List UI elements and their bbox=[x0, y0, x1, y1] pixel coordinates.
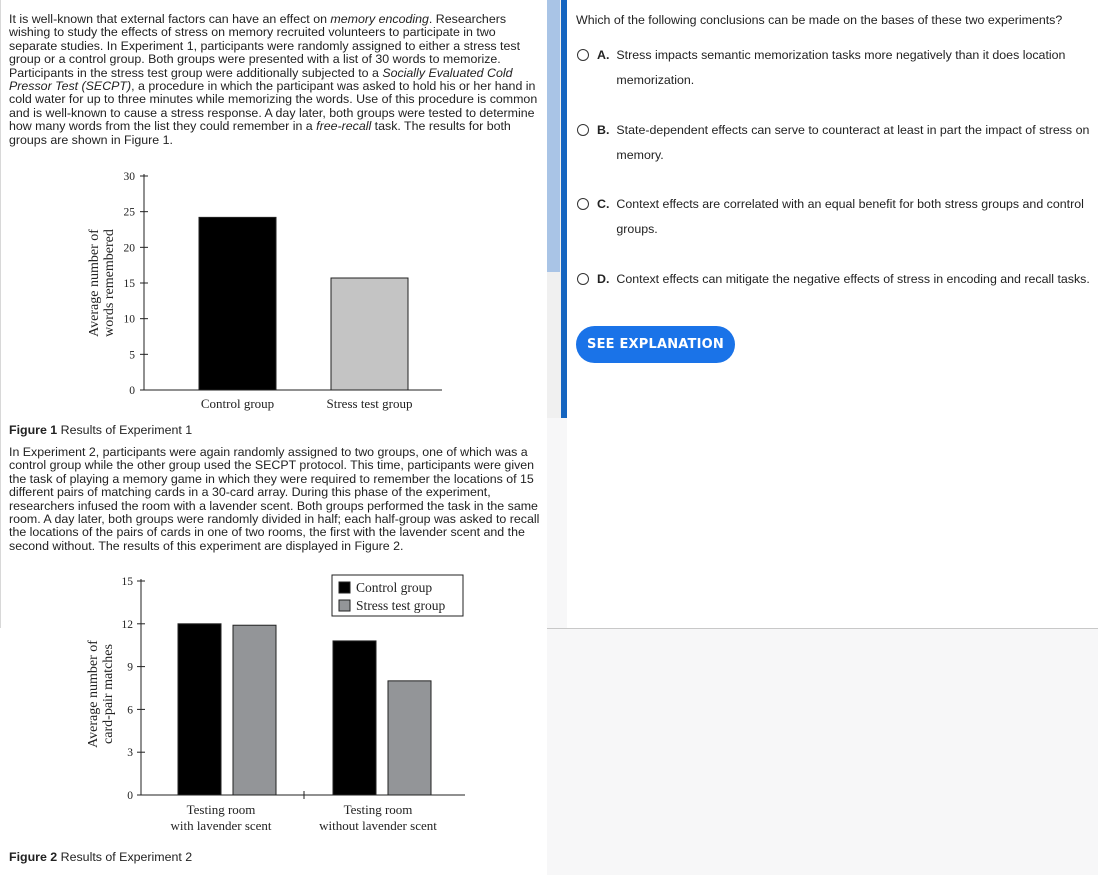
option-b-text: State-dependent effects can serve to counteract at least in part the impact of stress on memory. bbox=[616, 123, 1090, 162]
y-axis-title-line: words remembered bbox=[102, 229, 117, 337]
y-tick-label: 12 bbox=[121, 618, 133, 631]
bar-control-group bbox=[333, 641, 376, 795]
italic-term: free-recall bbox=[316, 119, 372, 134]
option-a-text: Stress impacts semantic memorization tasks more negatively than it does location memorization. bbox=[616, 48, 1066, 87]
option-a-letter: A. bbox=[597, 48, 610, 62]
question-prompt: Which of the following conclusions can be made on the bases of these two experiments? bbox=[576, 13, 1063, 27]
figure-2-caption bbox=[9, 850, 192, 864]
y-tick-label: 10 bbox=[123, 313, 135, 326]
bar-control-group bbox=[199, 217, 276, 390]
option-c-letter: C. bbox=[597, 197, 610, 211]
x-category-label: without lavender scent bbox=[319, 818, 437, 833]
intro-text-run: task. The results for both groups are shown in Figure 1. bbox=[9, 119, 511, 147]
y-tick-label: 6 bbox=[127, 704, 133, 717]
figure-2-label: Figure 2 bbox=[9, 850, 58, 864]
option-d-text: Context effects can mitigate the negative effects of stress in encoding and recall tasks. bbox=[616, 272, 1090, 286]
option-b[interactable] bbox=[577, 118, 1092, 168]
y-axis-title-line: Average number of bbox=[87, 229, 102, 337]
option-a[interactable] bbox=[577, 43, 1092, 93]
y-tick-label: 3 bbox=[127, 747, 133, 760]
passage-intro bbox=[9, 13, 541, 147]
figure-2-caption-text: Results of Experiment 2 bbox=[57, 850, 193, 864]
bar-stress-test-group bbox=[388, 681, 431, 795]
x-category-label: with lavender scent bbox=[170, 818, 272, 833]
experiment-2-paragraph: In Experiment 2, participants were again randomly assigned to two groups, one of which was a control group while the other group used the SECPT protocol. This time, participants were given the task of playing a memory game in which they were required to remember the locations of 15 different pairs of matching cards in a 30-card array. During this phase of the experiment, researchers infused the room with a lavender scent. Both groups performed the task in the same room. A day later, both groups were randomly divided in half; each half-group was asked to recall the locations of the pairs of cards in one of two rooms, the first with the lavender scent and the second without. The results of this experiment are displayed in Figure 2. bbox=[9, 445, 540, 553]
x-category-label: Testing room bbox=[186, 802, 256, 817]
italic-term: memory encoding bbox=[330, 12, 429, 26]
figure-2-chart bbox=[0, 565, 547, 845]
intro-text-run: , a procedure in which the participant was asked to hold his or her hand in cold water for up to three minutes while memorizing the words. Use of this procedure is common and is well-known to cause a stress response. A day later, both groups were tested to determine how many words from the list they could remember in a bbox=[9, 79, 538, 134]
legend-swatch bbox=[339, 600, 350, 611]
intro-text-run: . Researchers wishing to study the effects of stress on memory recruited volunteers to participate in two separate studies. In Experiment 1, participants were randomly assigned to either a stress test group or a control group. Both groups were presented with a list of 30 words to memorize. Participants in the stress test group were additionally subjected to a bbox=[9, 12, 521, 80]
y-tick-label: 15 bbox=[121, 576, 133, 588]
y-tick-label: 20 bbox=[123, 242, 135, 255]
passage-experiment-2 bbox=[9, 446, 541, 553]
radio-a[interactable] bbox=[577, 49, 589, 61]
option-d-letter: D. bbox=[597, 272, 610, 286]
bar-control-group bbox=[178, 624, 221, 795]
passage-scrollbar-thumb[interactable] bbox=[547, 0, 560, 272]
option-d[interactable] bbox=[577, 267, 1092, 292]
intro-paragraph bbox=[9, 13, 541, 147]
passage-pane bbox=[0, 0, 547, 875]
y-axis-title bbox=[86, 640, 116, 748]
x-category-label: Control group bbox=[200, 396, 275, 411]
option-c-text: Context effects are correlated with an equal benefit for both stress groups and control groups. bbox=[616, 197, 1084, 236]
legend-label: Control group bbox=[356, 580, 433, 595]
pane-bottom-divider bbox=[547, 628, 1098, 629]
legend-swatch bbox=[339, 582, 350, 593]
radio-b[interactable] bbox=[577, 124, 589, 136]
x-category-label: Testing room bbox=[343, 802, 413, 817]
option-b-letter: B. bbox=[597, 123, 610, 137]
figure-1-chart bbox=[0, 160, 547, 420]
y-axis-title-line: Average number of bbox=[86, 640, 101, 748]
y-axis-title-line: card-pair matches bbox=[101, 644, 116, 744]
y-tick-label: 0 bbox=[127, 790, 133, 802]
question-pane bbox=[567, 0, 1098, 628]
bar-stress-test-group bbox=[233, 625, 276, 795]
option-c[interactable] bbox=[577, 192, 1092, 242]
italic-term: Socially Evaluated Cold Pressor Test (SECPT) bbox=[9, 65, 513, 94]
y-axis-title bbox=[87, 229, 117, 337]
y-tick-label: 30 bbox=[123, 171, 135, 183]
bar-stress-test-group bbox=[331, 278, 408, 390]
figure-1-label: Figure 1 bbox=[9, 423, 58, 437]
figure-1-caption bbox=[9, 423, 192, 437]
see-explanation-button[interactable]: SEE EXPLANATION bbox=[576, 326, 735, 363]
legend-label: Stress test group bbox=[356, 598, 446, 613]
y-tick-label: 5 bbox=[129, 349, 135, 362]
x-category-label: Stress test group bbox=[326, 396, 413, 411]
y-tick-label: 15 bbox=[123, 278, 135, 290]
figure-1-caption-text: Results of Experiment 1 bbox=[57, 423, 193, 437]
radio-d[interactable] bbox=[577, 273, 589, 285]
y-tick-label: 0 bbox=[129, 385, 135, 397]
intro-text-run: It is well-known that external factors can have an effect on bbox=[9, 12, 331, 26]
y-tick-label: 25 bbox=[123, 206, 135, 219]
y-tick-label: 9 bbox=[127, 661, 133, 674]
radio-c[interactable] bbox=[577, 198, 589, 210]
